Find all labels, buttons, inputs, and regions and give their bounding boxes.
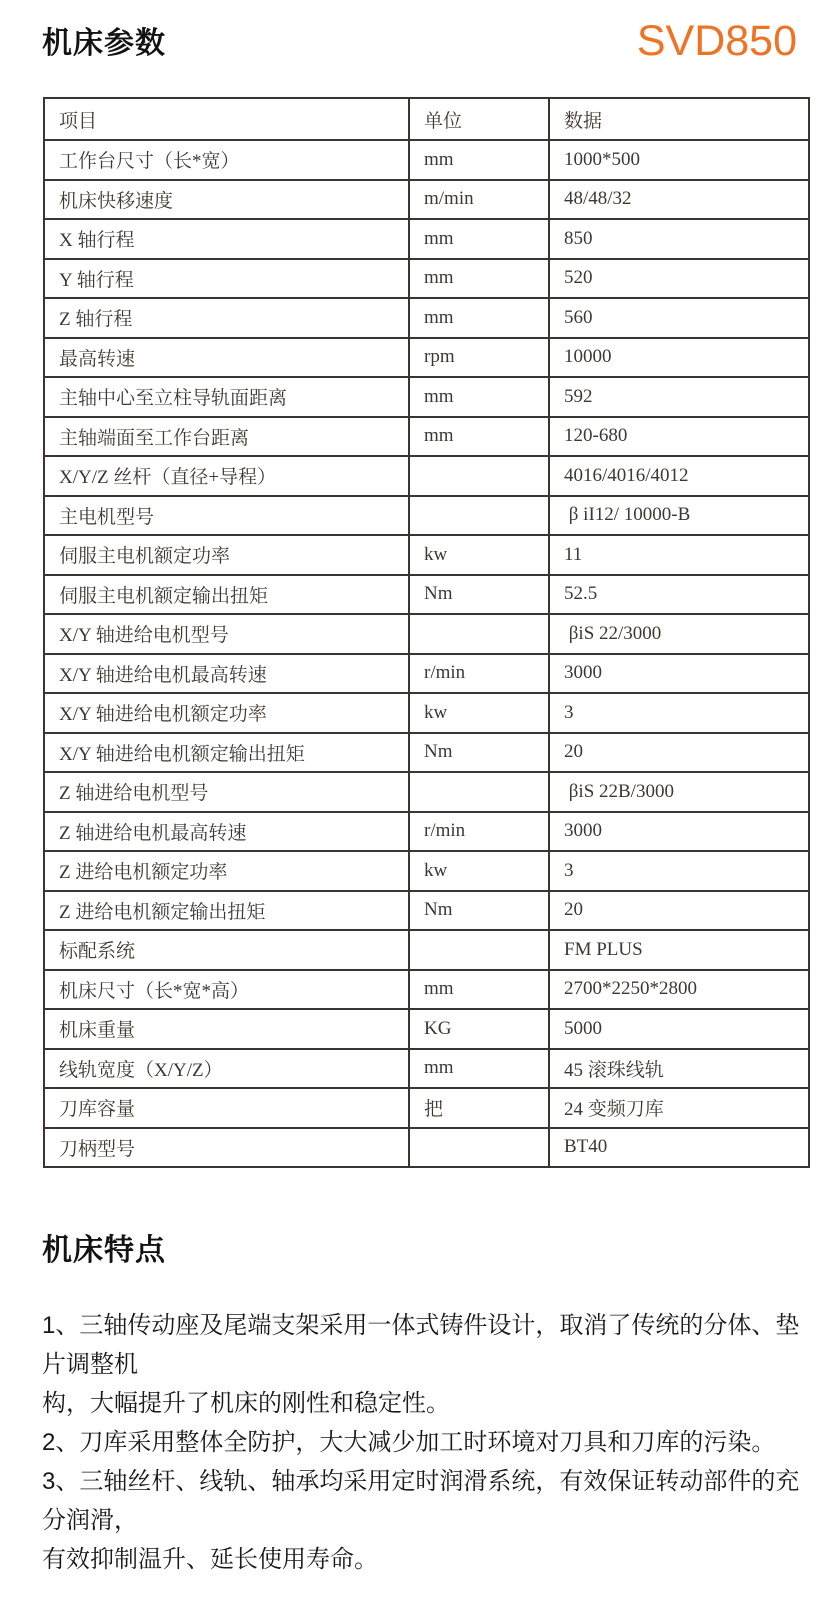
unit-cell	[409, 930, 549, 970]
value-cell: 48/48/32	[549, 180, 809, 220]
unit-cell	[409, 496, 549, 536]
table-row	[44, 456, 809, 496]
value-cell: 3000	[549, 654, 809, 694]
unit-cell: rpm	[409, 338, 549, 378]
param-name-cell: 机床重量	[44, 1009, 409, 1049]
value-cell: βiS 22/3000	[549, 614, 809, 654]
value-cell: 3	[549, 693, 809, 733]
unit-cell: m/min	[409, 180, 549, 220]
param-name-cell: 主轴中心至立柱导轨面距离	[44, 377, 409, 417]
features-text	[42, 1306, 808, 1579]
value-cell: 24 变频刀库	[549, 1088, 809, 1128]
value-cell: 10000	[549, 338, 809, 378]
value-cell: 45 滚珠线轨	[549, 1049, 809, 1089]
table-row	[44, 1088, 809, 1128]
unit-cell: kw	[409, 851, 549, 891]
param-name-cell: X/Y 轴进给电机最高转速	[44, 654, 409, 694]
param-name-cell: 伺服主电机额定功率	[44, 535, 409, 575]
unit-cell	[409, 772, 549, 812]
param-name-cell: 伺服主电机额定输出扭矩	[44, 575, 409, 615]
unit-cell: mm	[409, 417, 549, 457]
value-cell: 560	[549, 298, 809, 338]
param-name-cell: 主电机型号	[44, 496, 409, 536]
table-row	[44, 654, 809, 694]
param-name-cell: 刀柄型号	[44, 1128, 409, 1168]
table-row	[44, 930, 809, 970]
feature-line: 2、刀库采用整体全防护，大大减少加工时环境对刀具和刀库的污染。	[42, 1429, 776, 1456]
value-cell: 3	[549, 851, 809, 891]
value-cell: 4016/4016/4012	[549, 456, 809, 496]
feature-line: 构，大幅提升了机床的刚性和稳定性。	[42, 1390, 450, 1417]
unit-cell	[409, 1128, 549, 1168]
param-name-cell: 标配系统	[44, 930, 409, 970]
unit-cell	[409, 456, 549, 496]
value-cell: 2700*2250*2800	[549, 970, 809, 1010]
param-name-cell: X/Y/Z 丝杆（直径+导程）	[44, 456, 409, 496]
unit-cell: mm	[409, 298, 549, 338]
table-row	[44, 140, 809, 180]
value-cell: 52.5	[549, 575, 809, 615]
table-row	[44, 180, 809, 220]
feature-line: 片调整机	[42, 1351, 138, 1378]
param-name-cell: X/Y 轴进给电机额定输出扭矩	[44, 733, 409, 773]
table-row	[44, 496, 809, 536]
param-name-cell: X 轴行程	[44, 219, 409, 259]
value-cell: 5000	[549, 1009, 809, 1049]
table-row	[44, 575, 809, 615]
unit-cell: kw	[409, 693, 549, 733]
column-header-unit: 单位	[409, 98, 549, 140]
value-cell: 120-680	[549, 417, 809, 457]
param-name-cell: 刀库容量	[44, 1088, 409, 1128]
table-row	[44, 891, 809, 931]
table-row	[44, 693, 809, 733]
value-cell: BT40	[549, 1128, 809, 1168]
param-name-cell: Z 轴进给电机型号	[44, 772, 409, 812]
table-row	[44, 1049, 809, 1089]
table-row	[44, 970, 809, 1010]
unit-cell: Nm	[409, 891, 549, 931]
page-title: 机床参数	[42, 27, 166, 60]
param-name-cell: Y 轴行程	[44, 259, 409, 299]
unit-cell: Nm	[409, 575, 549, 615]
unit-cell: mm	[409, 970, 549, 1010]
feature-line: 3、三轴丝杆、线轨、轴承均采用定时润滑系统，有效保证转动部件的充	[42, 1468, 800, 1495]
value-cell: 11	[549, 535, 809, 575]
value-cell: 850	[549, 219, 809, 259]
table-row	[44, 417, 809, 457]
table-row	[44, 772, 809, 812]
table-row	[44, 1009, 809, 1049]
unit-cell: Nm	[409, 733, 549, 773]
features-title: 机床特点	[42, 1234, 166, 1267]
param-name-cell: X/Y 轴进给电机型号	[44, 614, 409, 654]
unit-cell: mm	[409, 219, 549, 259]
table-row	[44, 535, 809, 575]
model-number: SVD850	[636, 17, 797, 65]
table-row	[44, 733, 809, 773]
table-row	[44, 812, 809, 852]
value-cell: 3000	[549, 812, 809, 852]
param-name-cell: Z 进给电机额定功率	[44, 851, 409, 891]
table-row	[44, 219, 809, 259]
param-name-cell: X/Y 轴进给电机额定功率	[44, 693, 409, 733]
value-cell: 20	[549, 733, 809, 773]
value-cell: 20	[549, 891, 809, 931]
value-cell: β iI12/ 10000-B	[549, 496, 809, 536]
spec-table	[43, 97, 810, 1168]
unit-cell: kw	[409, 535, 549, 575]
value-cell: FM PLUS	[549, 930, 809, 970]
param-name-cell: Z 轴行程	[44, 298, 409, 338]
table-row	[44, 259, 809, 299]
feature-line: 有效抑制温升、延长使用寿命。	[42, 1546, 378, 1573]
table-row	[44, 338, 809, 378]
table-row	[44, 1128, 809, 1168]
param-name-cell: 工作台尺寸（长*宽）	[44, 140, 409, 180]
table-row	[44, 377, 809, 417]
feature-line: 1、三轴传动座及尾端支架采用一体式铸件设计，取消了传统的分体、垫	[42, 1312, 800, 1339]
unit-cell: mm	[409, 377, 549, 417]
unit-cell: r/min	[409, 654, 549, 694]
table-row	[44, 298, 809, 338]
param-name-cell: Z 进给电机额定输出扭矩	[44, 891, 409, 931]
param-name-cell: 最高转速	[44, 338, 409, 378]
value-cell: 1000*500	[549, 140, 809, 180]
unit-cell: KG	[409, 1009, 549, 1049]
unit-cell: r/min	[409, 812, 549, 852]
param-name-cell: 机床快移速度	[44, 180, 409, 220]
unit-cell: 把	[409, 1088, 549, 1128]
feature-line: 分润滑，	[42, 1507, 138, 1534]
value-cell: βiS 22B/3000	[549, 772, 809, 812]
param-name-cell: 主轴端面至工作台距离	[44, 417, 409, 457]
table-header-row	[44, 98, 809, 140]
param-name-cell: 机床尺寸（长*宽*高）	[44, 970, 409, 1010]
unit-cell	[409, 614, 549, 654]
table-row	[44, 614, 809, 654]
table-row	[44, 851, 809, 891]
column-header-item: 项目	[44, 98, 409, 140]
param-name-cell: Z 轴进给电机最高转速	[44, 812, 409, 852]
column-header-value: 数据	[549, 98, 809, 140]
unit-cell: mm	[409, 1049, 549, 1089]
value-cell: 592	[549, 377, 809, 417]
param-name-cell: 线轨宽度（X/Y/Z）	[44, 1049, 409, 1089]
unit-cell: mm	[409, 259, 549, 299]
unit-cell: mm	[409, 140, 549, 180]
value-cell: 520	[549, 259, 809, 299]
